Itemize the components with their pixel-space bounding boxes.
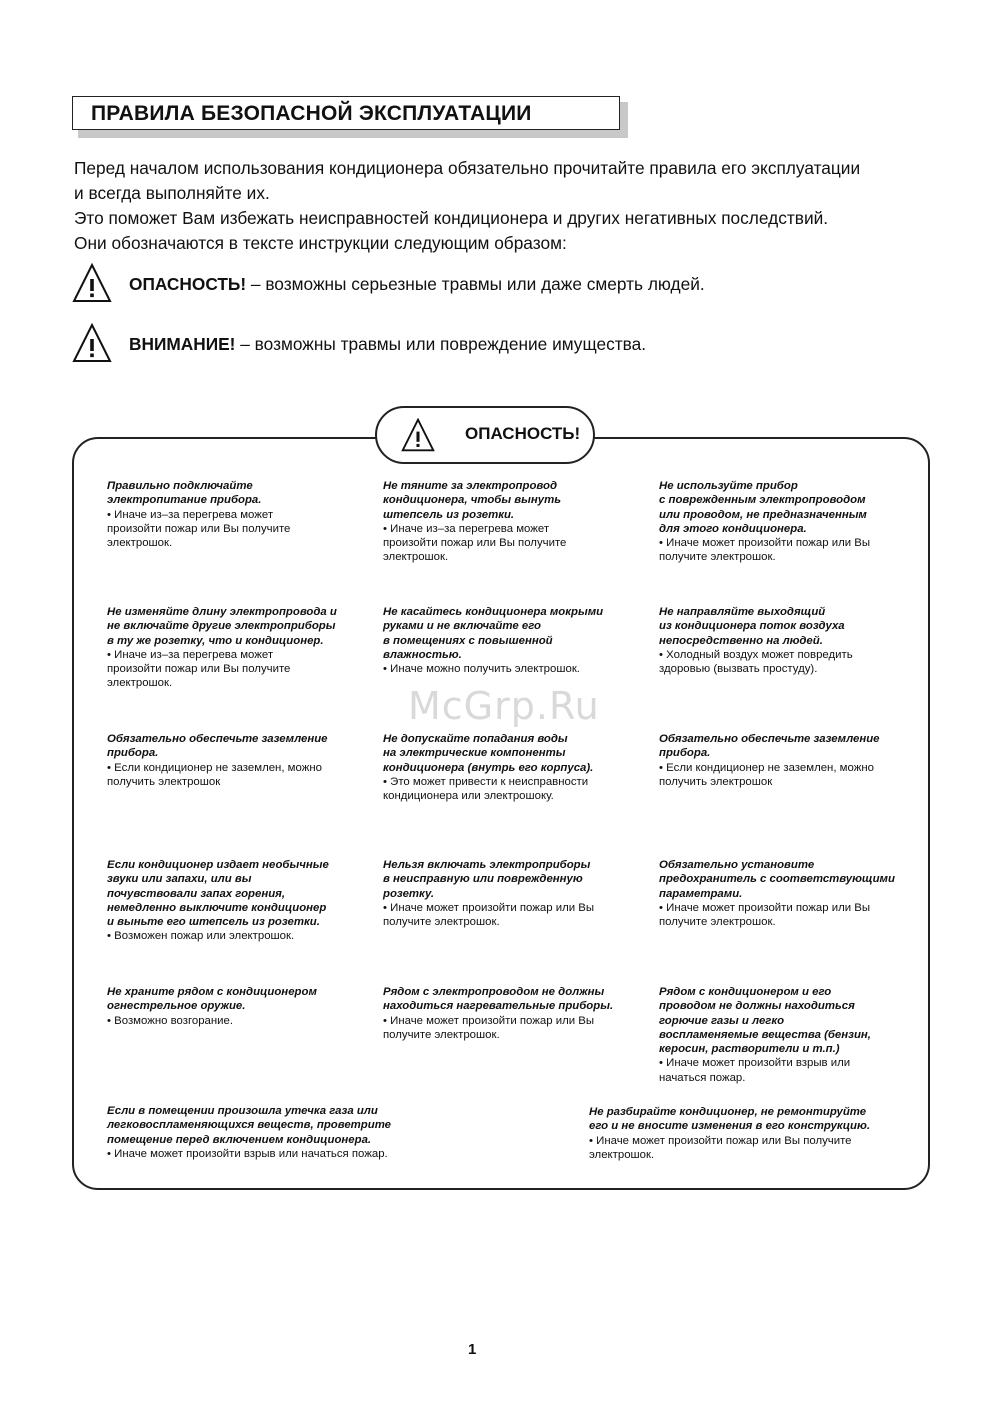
legend-danger-text: [129, 272, 705, 296]
danger-item: [383, 605, 638, 676]
danger-item: [107, 732, 362, 789]
danger-item-heading: Рядом с электропроводом не должны находиться нагревательные приборы.: [383, 986, 614, 1013]
warning-triangle-icon: [72, 263, 112, 303]
danger-item-heading: Если в помещении произошла утечка газа или легковоспламеняющихся веществ, проветрите помещение перед включением кондиционера.: [107, 1105, 392, 1146]
danger-item: [383, 858, 638, 929]
danger-item-body: • Иначе может произойти пожар или Вы получите электрошок.: [383, 1014, 595, 1041]
intro-text: [74, 156, 954, 256]
danger-item-heading: Обязательно обеспечьте заземление прибора.: [107, 733, 328, 760]
intro-line: Они обозначаются в тексте инструкции следующим образом:: [74, 233, 567, 253]
danger-item-heading: Не изменяйте длину электропровода и не включайте другие электроприборы в ту же розетку, что и кондиционер.: [107, 606, 337, 647]
legend-warning-desc: – возможны травмы или повреждение имущества.: [235, 334, 647, 354]
danger-item: [659, 858, 914, 929]
intro-line: Это поможет Вам избежать неисправностей кондиционера и других негативных последствий.: [74, 208, 829, 228]
danger-item-body: • Иначе из–за перегрева может произойти пожар или Вы получите электрошок.: [383, 522, 567, 564]
danger-item: [659, 985, 914, 1085]
danger-item: [589, 1105, 909, 1162]
danger-item-heading: Не разбирайте кондиционер, не ремонтируйте его и не вносите изменения в его конструкцию.: [589, 1106, 871, 1133]
danger-item-heading: Не касайтесь кондиционера мокрыми руками и не включайте его в помещениях с повышенной влажностью.: [383, 606, 604, 661]
danger-item-body: • Иначе может произойти пожар или Вы получите электрошок.: [659, 537, 871, 564]
danger-item-heading: Рядом с кондиционером и его проводом не должны находиться горючие газы и легко воспламеняемые вещества (бензин, керосин, растворители и т.п.): [659, 986, 871, 1056]
intro-line: и всегда выполняйте их.: [74, 183, 270, 203]
danger-item: [659, 605, 914, 676]
danger-item: [107, 479, 362, 550]
page-title: ПРАВИЛА БЕЗОПАСНОЙ ЭКСПЛУАТАЦИИ: [72, 96, 620, 130]
legend-warning-label: ВНИМАНИЕ!: [129, 334, 236, 354]
danger-item-heading: Не тяните за электропровод кондиционера, чтобы вынуть штепсель из розетки.: [383, 480, 561, 521]
danger-item-heading: Обязательно обеспечьте заземление прибора.: [659, 733, 880, 760]
legend-danger-label: ОПАСНОСТЬ!: [129, 274, 247, 294]
danger-item-body: • Иначе может произойти пожар или Вы получите электрошок.: [659, 901, 871, 929]
danger-item-body: • Иначе из–за перегрева может произойти пожар или Вы получите электрошок.: [107, 508, 291, 550]
danger-item-heading: Не используйте прибор с поврежденным электропроводом или проводом, не предназначенным для этого кондиционера.: [659, 480, 867, 535]
danger-item-body: • Если кондиционер не заземлен, можно получить электрошок: [659, 761, 874, 788]
danger-item-heading: Правильно подключайте электропитание прибора.: [107, 480, 262, 507]
danger-item: [107, 1104, 437, 1161]
legend-danger-desc: – возможны серьезные травмы или даже смерть людей.: [246, 274, 705, 294]
danger-item-body: • Возможно возгорание.: [107, 1014, 234, 1027]
danger-item-body: • Возможен пожар или электрошок.: [107, 930, 295, 943]
danger-item-heading: Не направляйте выходящий из кондиционера поток воздуха непосредственно на людей.: [659, 606, 845, 647]
danger-item-heading: Нельзя включать электроприборы в неисправную или поврежденную розетку.: [383, 859, 591, 900]
legend-warning-text: [129, 332, 646, 356]
danger-item-heading: Если кондиционер издает необычные звуки или запахи, или вы почувствовали запах горения, немедленно выключите кондиционер и выньте его штепсель из розетки.: [107, 859, 329, 929]
watermark: McGrp.Ru: [408, 684, 600, 728]
danger-item-body: • Иначе может произойти взрыв или начаться пожар.: [107, 1147, 388, 1160]
danger-box-title: ОПАСНОСТЬ!: [465, 424, 581, 443]
danger-item-body: • Холодный воздух может повредить здоровью (вызвать простуду).: [659, 648, 853, 676]
danger-item-body: • Иначе из–за перегрева может произойти пожар или Вы получите электрошок.: [107, 648, 291, 690]
danger-item: [383, 479, 638, 565]
warning-triangle-icon: [72, 323, 112, 363]
danger-item: [659, 732, 914, 789]
danger-item-heading: Обязательно установите предохранитель с соответствующими параметрами.: [659, 859, 895, 900]
page-title-block: [72, 96, 622, 132]
intro-line: Перед началом использования кондиционера обязательно прочитайте правила его эксплуатации: [74, 158, 861, 178]
danger-item-heading: Не храните рядом с кондиционером огнестрельное оружие.: [107, 986, 317, 1013]
danger-item-body: • Иначе можно получить электрошок.: [383, 663, 580, 676]
danger-item: [383, 732, 638, 803]
danger-item: [107, 858, 362, 944]
danger-item-heading: Не допускайте попадания воды на электрические компоненты кондиционера (внутрь его корпуса).: [383, 733, 594, 774]
danger-item: [659, 479, 914, 565]
danger-item-body: • Иначе может произойти взрыв или начаться пожар.: [659, 1057, 851, 1084]
danger-item: [107, 985, 362, 1028]
page-number: 1: [468, 1341, 477, 1358]
danger-item-body: • Иначе может произойти пожар или Вы получите электрошок.: [589, 1134, 852, 1161]
danger-item-body: • Если кондиционер не заземлен, можно получить электрошок: [107, 761, 322, 788]
danger-box-header: [375, 406, 595, 464]
danger-item: [383, 985, 638, 1042]
warning-triangle-icon: [401, 418, 435, 452]
danger-item-body: • Иначе может произойти пожар или Вы получите электрошок.: [383, 901, 595, 929]
danger-item: [107, 605, 362, 691]
danger-item-body: • Это может привести к неисправности кондиционера или электрошоку.: [383, 775, 589, 803]
